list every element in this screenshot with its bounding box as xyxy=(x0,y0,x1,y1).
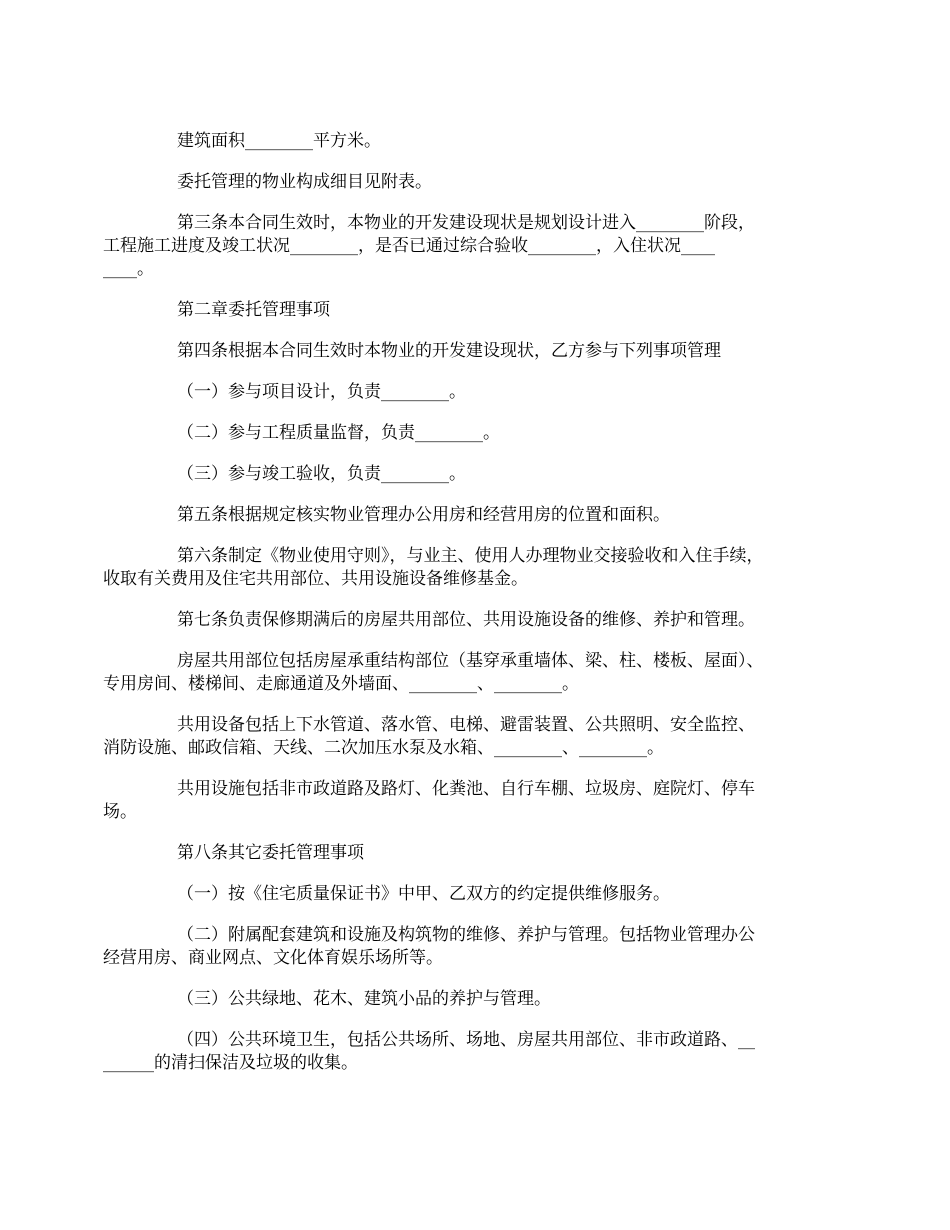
text-line: （四）公共环境卫生，包括公共场所、场地、房屋共用部位、非市政道路、__ xyxy=(177,1030,755,1050)
text-line: （二）参与工程质量监督，负责________。 xyxy=(177,423,500,443)
text-line: 房屋共用部位包括房屋承重结构部位（基穿承重墙体、梁、柱、楼板、屋面）、 xyxy=(177,651,764,671)
paragraph xyxy=(103,714,812,760)
text-line: 委托管理的物业构成细目见附表。 xyxy=(177,172,432,192)
text-line: （三）公共绿地、花木、建筑小品的养护与管理。 xyxy=(177,989,551,1009)
text-line: （三）参与竣工验收，负责________。 xyxy=(177,464,466,484)
paragraph xyxy=(140,883,812,906)
text-line: 第五条根据规定核实物业管理办公用房和经营用房的位置和面积。 xyxy=(177,505,670,525)
paragraph xyxy=(140,842,812,865)
text-line: 第四条根据本合同生效时本物业的开发建设现状，乙方参与下列事项管理 xyxy=(177,341,721,361)
paragraph xyxy=(103,650,812,696)
text-line: 场。 xyxy=(103,802,137,822)
paragraph xyxy=(140,299,812,322)
text-line: 消防设施、邮政信箱、天线、二次加压水泵及水箱、________、________。 xyxy=(103,738,664,758)
text-line: 工程施工进度及竣工状况________，是否已通过综合验收________，入住状况____ xyxy=(103,236,715,256)
text-line: 第三条本合同生效时，本物业的开发建设现状是规划设计进入________阶段， xyxy=(177,213,755,233)
text-line: 共用设备包括上下水管道、落水管、电梯、避雷装置、公共照明、安全监控、 xyxy=(177,715,755,735)
text-line: 专用房间、楼梯间、走廊通道及外墙面、________、________。 xyxy=(103,674,579,694)
document-page xyxy=(103,130,812,1093)
text-line: 共用设施包括非市政道路及路灯、化粪池、自行车棚、垃圾房、庭院灯、停车 xyxy=(177,779,755,799)
text-line: 第八条其它委托管理事项 xyxy=(177,843,364,863)
paragraph xyxy=(140,504,812,527)
paragraph xyxy=(103,545,812,591)
text-line: ______的清扫保洁及垃圾的收集。 xyxy=(103,1053,358,1073)
text-line: 建筑面积________平方米。 xyxy=(177,131,381,151)
paragraph xyxy=(140,988,812,1011)
text-line: （一）参与项目设计，负责________。 xyxy=(177,382,466,402)
paragraph xyxy=(140,381,812,404)
paragraph xyxy=(140,171,812,194)
paragraph xyxy=(140,609,812,632)
paragraph xyxy=(103,924,812,970)
paragraph xyxy=(103,212,812,281)
text-line: 第七条负责保修期满后的房屋共用部位、共用设施设备的维修、养护和管理。 xyxy=(177,610,755,630)
paragraph xyxy=(103,1029,812,1075)
text-line: （二）附属配套建筑和设施及构筑物的维修、养护与管理。包括物业管理办公 xyxy=(177,925,755,945)
paragraph xyxy=(140,340,812,363)
text-line: （一）按《住宅质量保证书》中甲、乙双方的约定提供维修服务。 xyxy=(177,884,670,904)
text-line: 收取有关费用及住宅共用部位、共用设施设备维修基金。 xyxy=(103,569,528,589)
text-line: ____。 xyxy=(103,259,154,279)
text-line: 经营用房、商业网点、文化体育娱乐场所等。 xyxy=(103,948,443,968)
text-line: 第六条制定《物业使用守则》，与业主、使用人办理物业交接验收和入住手续， xyxy=(177,546,764,566)
paragraph xyxy=(103,778,812,824)
paragraph xyxy=(140,463,812,486)
paragraph xyxy=(140,130,812,153)
text-line: 第二章委托管理事项 xyxy=(177,300,330,320)
paragraph xyxy=(140,422,812,445)
